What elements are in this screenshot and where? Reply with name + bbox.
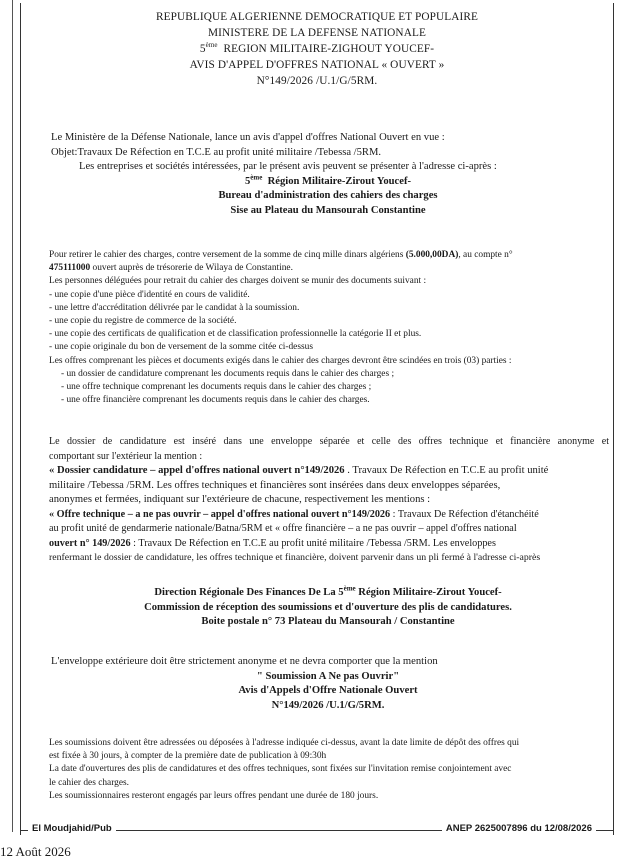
validity-line: Les soumissionnaires resteront engagés par leurs offres pendant une durée de 180 jours. — [49, 790, 379, 801]
document-item: - une lettre d'accréditation délivrée par le candidat à la soumission. — [49, 302, 300, 313]
notice-number: N°149/2026 /U.1/G/5RM. — [256, 75, 378, 87]
payment-line: Pour retirer le cahier des charges, contre versement de la somme de cinq mille dinars algériens (5.000,00DA), au compte n° — [49, 250, 513, 260]
financial-offer-mention: ouvert n° 149/2026 : Travaux De Réfection en T.C.E au profit unité militaire /Tebessa /5RM. Les enveloppes — [49, 537, 496, 549]
adjacent-column-border — [0, 0, 13, 832]
anep-reference: ANEP 2625007896 du 12/08/2026 — [442, 823, 596, 834]
candidature-mention: anonymes et fermées, indiquant sur l'extérieure de chacune, respectivement les mentions : — [49, 494, 431, 505]
document-item: - une copie des certificats de qualification et de classification professionnelle la catégorie II et plus. — [49, 329, 422, 340]
candidature-mention: « Dossier candidature – appel d'offres national ouvert n°149/2026 . Travaux De Réfection en T.C.E au profit unité — [49, 465, 549, 476]
address-region: 5ème Région Militaire-Zirout Youcef- — [244, 172, 412, 187]
technical-offer-mention: « Offre technique – a ne pas ouvrir – appel d'offres national ouvert n°149/2026 : Travaux De Réfection d'étanchéité — [49, 508, 539, 520]
page-date: 12 Août 2026 — [0, 844, 71, 859]
intro-line: Le Ministère de la Défense Nationale, lance un avis d'appel d'offres National Ouvert en vue : — [51, 132, 445, 143]
deadline-section — [49, 737, 609, 803]
delivery-line: renfermant le dossier de candidature, les offres technique et financière, doivent parvenir dans un pli fermé à l'adresse ci-après — [49, 552, 541, 563]
reception-commission: Commission de réception des soumissions et d'ouverture des plis de candidatures. — [144, 601, 512, 613]
envelope-section — [49, 435, 609, 566]
region-title: 5ème REGION MILITAIRE-ZIGHOUT YOUCEF- — [199, 41, 435, 55]
notice-footer — [20, 822, 614, 838]
deadline-line: Les soumissions doivent être adressées ou déposées à l'adresse indiquée ci-dessus, avant la date limite de dépôt des offres qui — [49, 738, 520, 748]
outer-envelope-line: L'enveloppe extérieure doit être strictement anonyme et ne devra comporter que la mention — [51, 656, 438, 667]
notice-type: AVIS D'APPEL D'OFFRES NATIONAL « OUVERT » — [189, 59, 445, 71]
candidature-line: comportant sur l'extérieur la mention : — [49, 450, 203, 462]
envelope-mention: " Soumission A Ne pas Ouvrir" — [256, 670, 400, 682]
tender-notice — [20, 3, 614, 835]
documents-intro: Les personnes déléguées pour retrait du cahier des charges doivent se munir des documents suivant : — [49, 276, 427, 287]
intro-section — [51, 131, 605, 218]
technical-offer-mention: au profit unité de gendarmerie nationale/Batna/5RM et « offre financière – a ne pas ouvrir – appel d'offres national — [49, 523, 517, 534]
ministry-title: MINISTERE DE LA DEFENSE NATIONALE — [208, 27, 426, 39]
document-item: - une copie originale du bon de versement de la somme citée ci-dessus — [49, 342, 313, 353]
account-line: 475111000 ouvert auprès de trésorerie de Wilaya de Constantine. — [49, 263, 293, 274]
address-bureau: Bureau d'administration des cahiers des charges — [218, 190, 438, 201]
document-item: - une copie d'une pièce d'identité en cours de validité. — [49, 289, 250, 300]
address-location: Sise au Plateau du Mansourah Constantine — [230, 204, 426, 216]
envelope-mention: N°149/2026 /U.1/G/5RM. — [271, 699, 385, 711]
candidature-line: Le dossier de candidature est inséré dans une enveloppe séparée et celle des offres technique et financière anonyme et — [49, 436, 609, 447]
delivery-address — [51, 586, 605, 630]
document-item: - une copie du registre de commerce de la société. — [49, 316, 237, 327]
conditions-section — [49, 249, 607, 407]
deadline-line: est fixée à 30 jours, à compter de la première date de publication à 09:30h — [49, 751, 327, 762]
outer-envelope-section — [51, 655, 605, 713]
intro-line: Les entreprises et sociétés intéressées, par le présent avis peuvent se présenter à l'adresse ci-après : — [79, 161, 497, 172]
object-line: Objet:Travaux De Réfection en T.C.E au profit unité militaire /Tebessa /5RM. — [51, 146, 382, 158]
postal-box: Boite postale n° 73 Plateau du Mansourah / Constantine — [201, 616, 455, 627]
envelope-mention: Avis d'Appels d'Offre Nationale Ouvert — [238, 685, 418, 696]
opening-line: le cahier des charges. — [49, 777, 129, 788]
republic-title: REPUBLIQUE ALGERIENNE DEMOCRATIQUE ET POPULAIRE — [155, 11, 479, 23]
notice-header — [21, 9, 613, 89]
publication-source: El Moudjahid/Pub — [28, 823, 116, 834]
opening-line: La date d'ouvertures des plis de candidatures et des offres techniques, sont fixées sur l'invitation remise conjointement avec — [49, 764, 512, 775]
offers-intro: Les offres comprenant les pièces et documents exigés dans le cahier des charges devront être scindées en trois (03) parties : — [49, 355, 512, 366]
finance-direction: Direction Régionale Des Finances De La 5ème Région Militaire-Zirout Youcef- — [154, 584, 502, 598]
candidature-mention: militaire /Tebessa /5RM. Les offres techniques et financières sont insérées dans deux enveloppes séparées, — [49, 479, 501, 491]
offer-part: - une offre technique comprenant les documents requis dans le cahier des charges ; — [61, 382, 372, 393]
offer-part: - un dossier de candidature comprenant les documents requis dans le cahier des charges ; — [61, 368, 395, 379]
offer-part: - une offre financière comprenant les documents requis dans le cahier des charges. — [61, 395, 370, 406]
